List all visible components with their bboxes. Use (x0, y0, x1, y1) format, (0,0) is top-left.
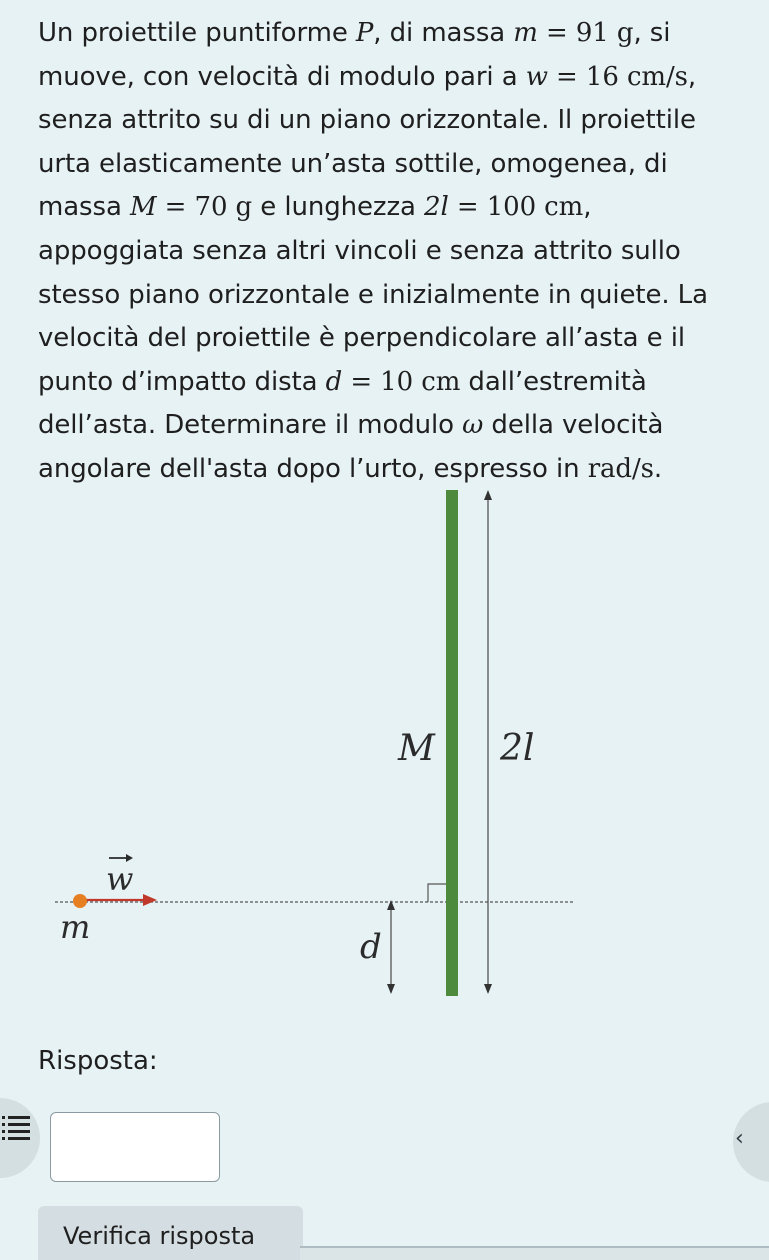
mass-value: 91 (575, 18, 609, 48)
length-value: 100 (486, 192, 537, 223)
velocity-label: w (106, 860, 134, 898)
rod (446, 490, 458, 996)
rod-mass-label: M (398, 728, 435, 769)
unit-rad-s: rad/s (587, 453, 654, 484)
answer-label: Risposta: (38, 1046, 158, 1076)
length-arrow-bottom (484, 984, 492, 994)
answer-input[interactable] (50, 1112, 220, 1182)
var-M: M (129, 192, 157, 223)
var-m: m (513, 18, 538, 48)
var-w: w (525, 61, 548, 92)
length-arrow-top (484, 490, 492, 500)
velocity-arrow-head (143, 894, 157, 906)
var-d: d (325, 366, 343, 397)
check-answer-button[interactable]: Verifica risposta (38, 1206, 303, 1260)
var-omega: ω (462, 410, 484, 441)
distance-arrow-bottom (387, 984, 395, 994)
chevron-left-icon: ‹ (735, 1126, 744, 1151)
var-2l: 2l (424, 192, 449, 223)
right-angle-marker (428, 884, 446, 902)
distance-label: d (360, 927, 382, 967)
projectile-dot (73, 894, 87, 908)
problem-text (38, 12, 744, 492)
problem-paragraph: Un proiettile puntiforme P, di massa m = 91 g, si muove, con velocità di modulo pari a w = 16 cm/s, senza attrito su di un piano orizzontale. Il proiettile urta elasticamente un’asta sottile, omogenea, di massa M = 70 g e lunghezza 2l = 100 cm, appoggiata senza altri vincoli e senza attrito sullo stesso piano orizzontale e inizialmente in quiete. La velocità del proiettile è perpendicolare all’asta e il punto d’impatto dista d = 10 cm dall’estremità dell’asta. Determinare il modulo ω della velocità angolare dell'asta dopo l’urto, espresso in rad/s. (38, 18, 708, 484)
right-side-button[interactable] (733, 1102, 769, 1182)
distance-value: 10 (380, 366, 414, 397)
rod-mass-value: 70 (194, 192, 228, 223)
mass-label: m (60, 908, 91, 946)
rod-length-label: 2l (500, 728, 535, 769)
diagram (0, 482, 769, 1002)
var-P: P (355, 18, 374, 48)
speed-value: 16 (585, 61, 619, 92)
list-icon[interactable] (0, 1111, 34, 1145)
bottom-bar (300, 1246, 769, 1260)
distance-arrow-top (387, 900, 395, 910)
